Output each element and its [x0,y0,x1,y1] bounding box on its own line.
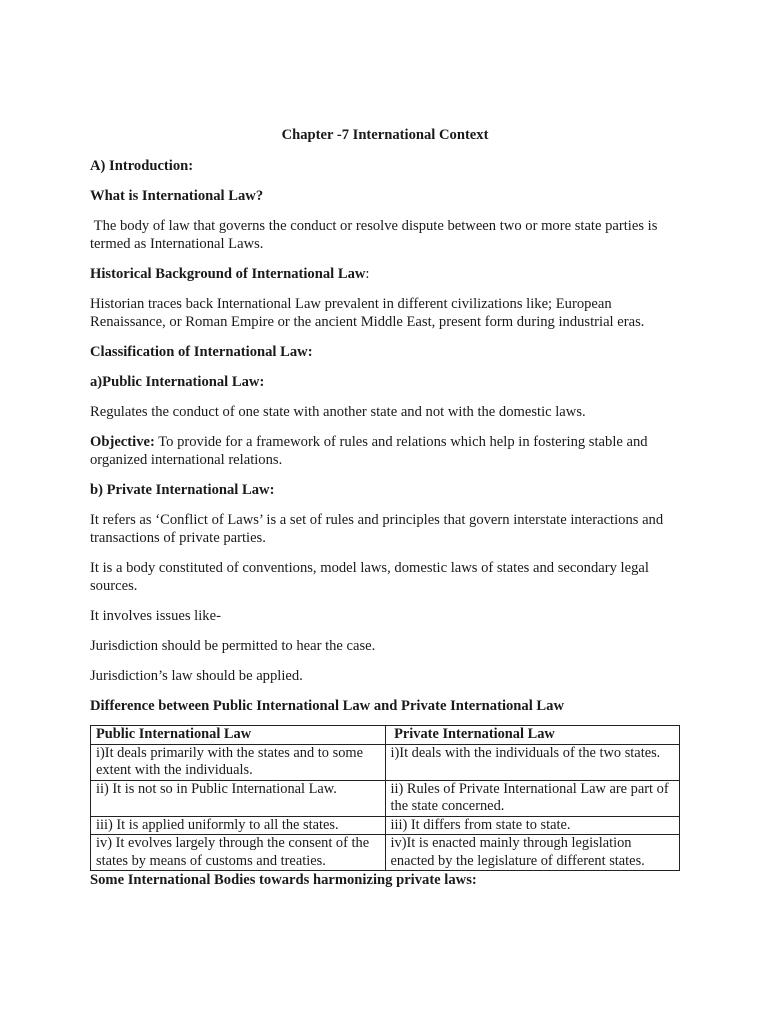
table-header-public: Public International Law [91,726,386,745]
table-row [91,780,680,816]
issue-item-2: Jurisdiction’s law should be applied. [90,668,303,684]
historical-paragraph: Historian traces back International Law prevalent in different civilizations like; European Renaissance, or Roman Empire or the ancient Middle East, present form during industrial eras. [90,296,645,330]
table-row [91,835,680,871]
objective-label: Objective: [90,434,155,450]
public-law-paragraph: Regulates the conduct of one state with another state and not with the domestic laws. [90,404,586,420]
table-cell-public: iv) It evolves largely through the consent of the states by means of customs and treaties. [91,835,386,871]
difference-heading: Difference between Public International Law and Private International Law [90,698,564,714]
classification-heading: Classification of International Law: [90,344,313,360]
table-cell-public: i)It deals primarily with the states and to some extent with the individuals. [91,744,386,780]
private-law-heading: b) Private International Law: [90,482,275,498]
table-cell-public: ii) It is not so in Public International Law. [91,780,386,816]
what-is-heading: What is International Law? [90,188,264,204]
table-cell-private: iii) It differs from state to state. [385,816,680,835]
issue-item-1: Jurisdiction should be permitted to hear the case. [90,638,376,654]
public-law-heading: a)Public International Law: [90,374,265,390]
objective-paragraph [90,433,680,469]
table-cell-private: ii) Rules of Private International Law are part of the state concerned. [385,780,680,816]
bodies-heading: Some International Bodies towards harmonizing private laws: [90,872,477,888]
table-header-private: Private International Law [385,726,680,745]
table-cell-private: iv)It is enacted mainly through legislation enacted by the legislature of different states. [385,835,680,871]
what-is-paragraph: The body of law that governs the conduct or resolve dispute between two or more state parties is termed as International Laws. [90,218,662,252]
historical-heading-text: Historical Background of International Law [90,266,366,282]
issues-intro: It involves issues like- [90,608,221,624]
document-page [90,126,680,889]
chapter-title: Chapter -7 International Context [281,127,489,143]
historical-heading-colon: : [365,266,370,282]
table-cell-public: iii) It is applied uniformly to all the states. [91,816,386,835]
private-law-paragraph-1: It refers as ‘Conflict of Laws’ is a set of rules and principles that govern interstate interactions and transactions of private parties. [90,512,664,546]
table-header-row [91,726,680,745]
table-row [91,816,680,835]
historical-heading [90,265,680,283]
table-row [91,744,680,780]
table-cell-private: i)It deals with the individuals of the two states. [385,744,680,780]
intro-heading: A) Introduction: [90,158,194,174]
private-law-paragraph-2: It is a body constituted of conventions, model laws, domestic laws of states and secondary legal sources. [90,560,649,594]
objective-text: To provide for a framework of rules and relations which help in fostering stable and organized international relations. [90,434,652,468]
difference-table [90,725,680,871]
